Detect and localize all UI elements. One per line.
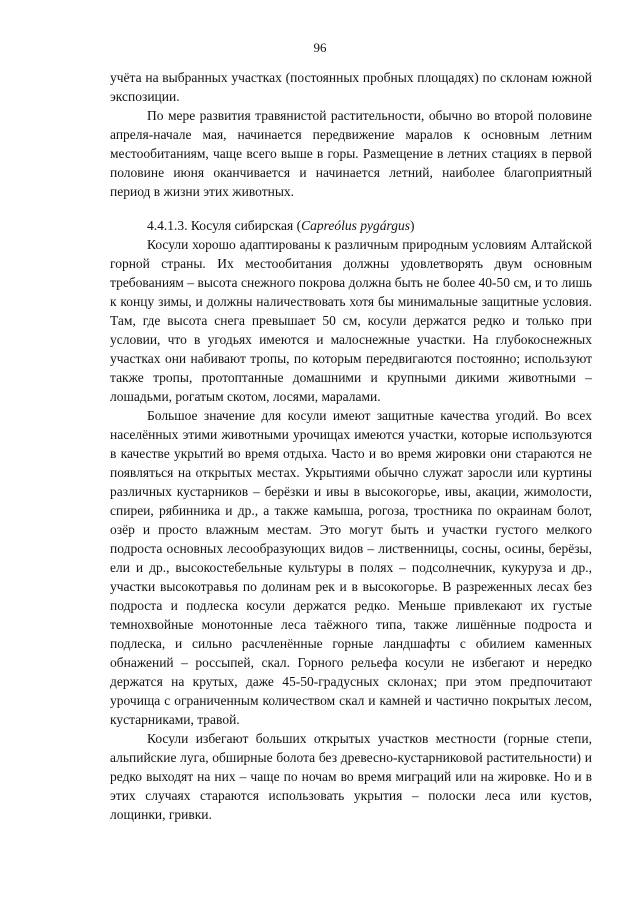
section-heading-title: 4.4.1.3. Косуля сибирская ( bbox=[147, 218, 302, 233]
paragraph-habitat-requirements: Косули хорошо адаптированы к различным природным условиям Алтайской горной страны. Их местообитания должны удовлетворять двум основным требованиям – высота снежного покрова должна быть не более 40-50 см, и то лишь к концу зимы, и должны наличествовать хотя бы минимальные защитные условия. Там, где высота снега превышает 50 см, косули держатся редко и только при условии, что в угодьях имеются и малоснежные участки. На глубокоснежных участках они набивают тропы, по которым передвигаются постоянно; используют также тропы, протоптанные домашними и крупными дикими животными – лошадьми, рогатым скотом, лосями, маралами. bbox=[110, 237, 592, 404]
paragraph-maral-migration: По мере развития травянистой растительности, обычно во второй половине апреля-начале мая, начинается передвижение маралов к основным летним местообитаниям, чаще всего выше в горы. Размещение в летних стациях в первой половине июня оканчивается и начинается летний, наиболее благоприятный период в жизни этих животных. bbox=[110, 108, 592, 199]
page-body bbox=[110, 68, 592, 824]
page-number: 96 bbox=[313, 40, 327, 55]
section-heading-closing: ) bbox=[409, 218, 415, 233]
section-heading bbox=[110, 216, 592, 235]
paragraph-continuation: учёта на выбранных участках (постоянных пробных площадях) по склонам южной экспозиции. bbox=[110, 70, 592, 104]
paragraph-open-areas: Косули избегают больших открытых участков местности (горные степи, альпийские луга, обширные болота без древесно-кустарниковой растительности) и редко выходят на них – чаще по ночам во время миграций или на жировке. Но и в этих случаях стараются использовать укрытия – полоски леса или кустов, лощинки, гривки. bbox=[110, 731, 592, 822]
section-heading-latin-name: Capreólus pygárgus bbox=[301, 218, 410, 233]
paragraph-protective-qualities: Большое значение для косули имеют защитные качества угодий. Во всех населённых этими животными урочищах имеются участки, которые используются в качестве укрытий во время отдыха. Часто и во время жировки они стараются не появляться на открытых местах. Укрытиями обычно служат заросли или куртины различных кустарников – берёзки и ивы в высокогорье, ивы, акации, жимолости, спиреи, рябинника и др., а также камыша, рогоза, тростника по окраинам болот, озёр и просто влажным местам. Это могут быть и участки густого мелкого подроста основных лесообразующих видов – лиственницы, сосны, осины, берёзы, ели и др., высокостебельные культуры в полях – подсолнечник, кукуруза и др., участки высокотравья по долинам рек и в высокогорье. В разреженных лесах без подроста и подлеска косули держатся редко. Меньше привлекают их густые темнохвойные монотонные леса таёжного типа, также лишённые подроста и подлеска, и сильно расчленённые горные ландшафты с обилием каменных обнажений – россыпей, скал. Горного рельефа косули не избегают и нередко держатся на крутых, даже 45-50-градусных склонах; при этом предпочитают урочища с ограниченным количеством скал и камней и частично покрытых лесом, кустарниками, травой. bbox=[110, 408, 592, 727]
